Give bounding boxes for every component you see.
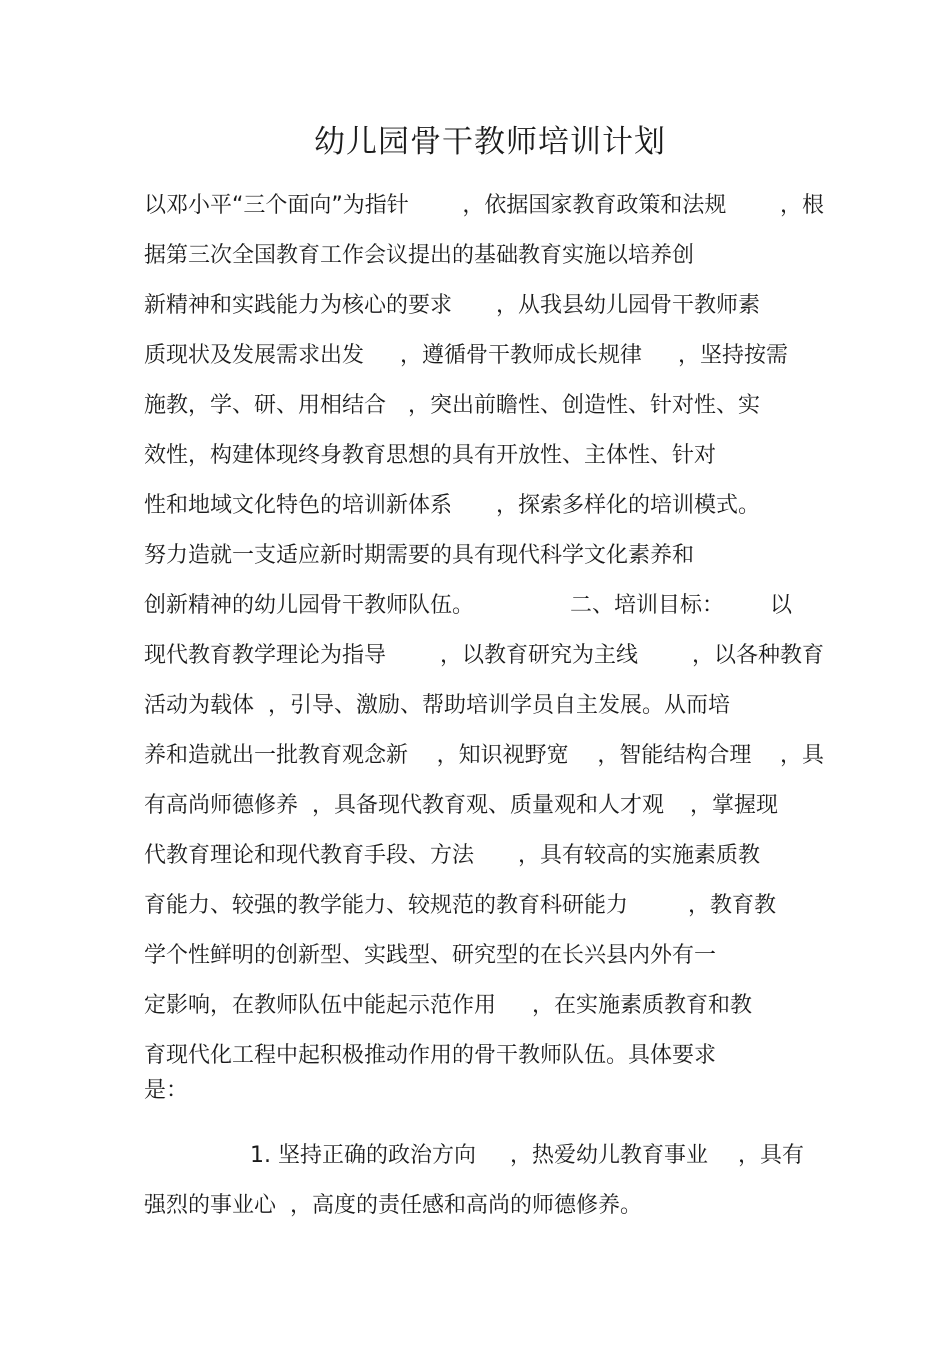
text-line	[144, 486, 824, 536]
text-segment: ，在实施素质教育和教	[532, 993, 753, 1018]
text-segment: ，具有较高的实施素质教	[518, 843, 761, 868]
text-segment: 以邓小平“三个面向”为指针	[144, 193, 409, 218]
text-segment: 以	[770, 593, 793, 618]
text-segment: 有高尚师德修养	[144, 793, 299, 818]
text-segment: 是：	[144, 1078, 189, 1103]
text-segment: 定影响，在教师队伍中能起示范作用	[144, 993, 497, 1018]
text-segment: 强烈的事业心	[144, 1193, 277, 1218]
text-segment: 现代教育教学理论为指导	[144, 643, 387, 668]
text-line	[144, 636, 824, 686]
text-line	[144, 936, 824, 986]
text-line	[144, 986, 824, 1036]
text-line	[144, 186, 824, 236]
text-segment: 据第三次全国教育工作会议提出的基础教育实施以培养创	[144, 243, 695, 268]
text-segment: ，教育教	[688, 893, 777, 918]
text-segment: ，依据国家教育政策和法规	[462, 193, 727, 218]
text-line	[144, 236, 824, 286]
text-line	[144, 836, 824, 886]
text-segment: ，高度的责任感和高尚的师德修养。	[290, 1193, 643, 1218]
text-line	[144, 686, 824, 736]
text-segment: ，具备现代教育观、质量观和人才观	[312, 793, 665, 818]
text-segment: 二、培训目标：	[570, 593, 725, 618]
text-line	[144, 886, 824, 936]
text-segment: 创新精神的幼儿园骨干教师队伍。	[144, 593, 475, 618]
text-segment: 1. 坚持正确的政治方向	[250, 1143, 476, 1168]
text-segment: ，智能结构合理	[597, 743, 752, 768]
text-segment: ，突出前瞻性、创造性、针对性、实	[408, 393, 761, 418]
text-segment: 效性，构建体现终身教育思想的具有开放性、主体性、针对	[144, 443, 717, 468]
text-line	[144, 736, 824, 786]
text-line	[144, 386, 824, 436]
text-segment: ，热爱幼儿教育事业	[509, 1143, 708, 1168]
text-line	[144, 336, 824, 386]
text-segment: 施教，学、研、用相结合	[144, 393, 387, 418]
text-segment: ，引导、激励、帮助培训学员自主发展。从而培	[268, 693, 731, 718]
text-segment: ，根	[779, 193, 824, 218]
text-segment: 新精神和实践能力为核心的要求	[144, 293, 453, 318]
text-line	[144, 1186, 824, 1236]
text-line	[144, 436, 824, 486]
text-segment: 性和地域文化特色的培训新体系	[144, 493, 453, 518]
text-segment: 育能力、较强的教学能力、较规范的教育科研能力	[144, 893, 629, 918]
text-segment: 育现代化工程中起积极推动作用的骨干教师队伍。具体要求	[144, 1043, 717, 1068]
text-segment: 活动为载体	[144, 693, 255, 718]
text-segment: 养和造就出一批教育观念新	[144, 743, 409, 768]
text-segment: ，以各种教育	[691, 643, 824, 668]
text-segment: ，遵循骨干教师成长规律	[400, 343, 643, 368]
text-segment: ，知识视野宽	[436, 743, 569, 768]
text-segment: ，从我县幼儿园骨干教师素	[496, 293, 761, 318]
text-segment: 代教育理论和现代教育手段、方法	[144, 843, 475, 868]
text-line	[144, 786, 824, 836]
text-segment: ，具有	[738, 1143, 805, 1168]
text-segment: ，具	[779, 743, 824, 768]
text-line	[144, 286, 824, 336]
text-line	[144, 586, 824, 636]
text-segment: 质现状及发展需求出发	[144, 343, 365, 368]
text-segment: 努力造就一支适应新时期需要的具有现代科学文化素养和	[144, 543, 695, 568]
text-segment: 学个性鲜明的创新型、实践型、研究型的在长兴县内外有一	[144, 943, 717, 968]
text-segment: ，坚持按需	[678, 343, 789, 368]
text-segment: ，探索多样化的培训模式。	[496, 493, 761, 518]
text-segment: ，以教育研究为主线	[439, 643, 638, 668]
text-line	[144, 1036, 824, 1071]
document-title: 幼儿园骨干教师培训计划	[314, 124, 666, 160]
document-body	[144, 186, 824, 1236]
text-line	[144, 1136, 824, 1186]
text-line	[144, 1071, 824, 1136]
text-segment: ，掌握现	[690, 793, 779, 818]
text-line	[144, 536, 824, 586]
